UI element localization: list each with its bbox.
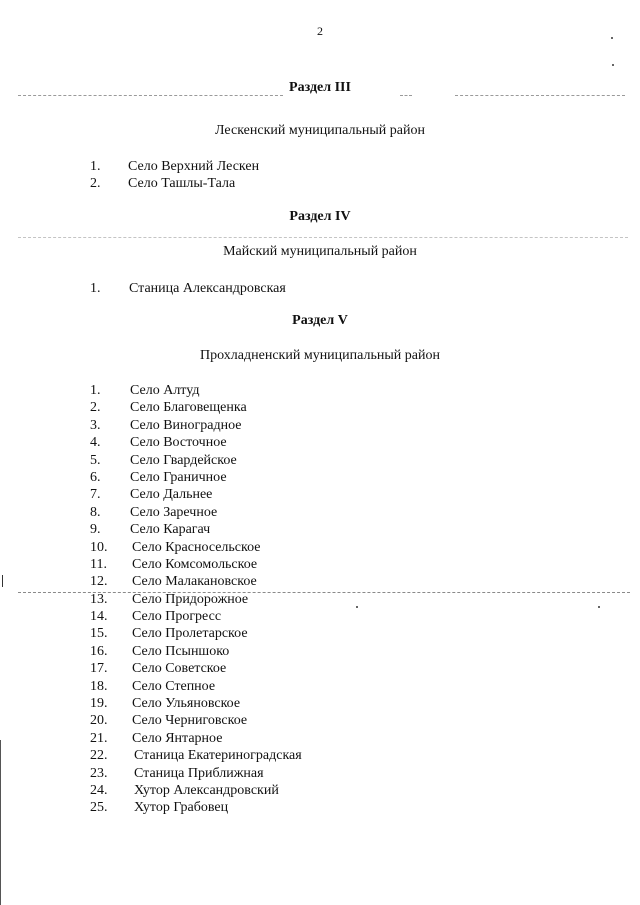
item-number: 6. <box>90 469 101 485</box>
district-title: Прохладненский муниципальный район <box>200 348 440 363</box>
item-number: 21. <box>90 730 108 746</box>
section-heading: Раздел III <box>289 80 351 95</box>
item-name: Село Ульяновское <box>132 696 241 712</box>
item-name: Хутор Грабовец <box>134 800 229 816</box>
item-number: 5. <box>90 452 101 468</box>
item-name: Село Малакановское <box>132 574 257 590</box>
item-number: 12. <box>90 574 108 590</box>
item-name: Село Гвардейское <box>130 452 237 468</box>
item-name: Село Комсомольское <box>132 556 258 572</box>
item-name: Станица Екатериноградская <box>134 748 302 764</box>
item-name: Хутор Александровский <box>134 782 279 798</box>
item-number: 2. <box>90 176 101 192</box>
item-name: Село Степное <box>132 678 216 694</box>
section-heading: Раздел IV <box>289 209 351 224</box>
item-name: Село Верхний Лескен <box>128 159 260 174</box>
item-number: 16. <box>90 643 108 659</box>
item-name: Село Граничное <box>130 469 227 485</box>
item-name: Село Восточное <box>130 435 227 451</box>
item-name: Село Благовещенка <box>130 400 247 416</box>
item-name: Село Черниговское <box>132 713 248 729</box>
item-name: Село Красносельское <box>132 539 261 555</box>
scan-edge-mark <box>2 575 3 587</box>
item-number: 19. <box>90 696 108 712</box>
item-number: 1. <box>90 281 101 296</box>
item-number: 14. <box>90 609 108 625</box>
section-heading: Раздел V <box>292 313 348 328</box>
item-number: 18. <box>90 678 108 694</box>
item-number: 10. <box>90 539 108 555</box>
district-title: Майский муниципальный район <box>223 244 417 259</box>
item-name: Село Дальнее <box>130 487 213 503</box>
item-name: Село Придорожное <box>132 591 249 607</box>
scan-edge-mark <box>0 740 1 905</box>
scan-artifact-line <box>18 237 628 238</box>
item-number: 1. <box>90 159 101 174</box>
item-number: 9. <box>90 522 101 538</box>
item-number: 20. <box>90 713 108 729</box>
scan-speck <box>356 606 358 608</box>
item-number: 23. <box>90 765 108 781</box>
item-name: Село Виноградное <box>130 417 242 433</box>
item-number: 2. <box>90 400 101 416</box>
item-name: Село Заречное <box>130 504 218 520</box>
item-number: 24. <box>90 782 108 798</box>
item-number: 25. <box>90 800 108 816</box>
item-name: Село Янтарное <box>132 730 223 746</box>
item-name: Село Псыншоко <box>132 643 230 659</box>
item-name: Село Карагач <box>130 522 211 538</box>
scan-speck <box>598 606 600 608</box>
item-name: Станица Приближная <box>134 765 264 781</box>
scan-artifact-line <box>18 592 630 593</box>
item-name: Село Пролетарское <box>132 626 248 642</box>
scan-speck <box>611 37 613 39</box>
item-name: Станица Александровская <box>129 281 286 296</box>
item-number: 8. <box>90 504 101 520</box>
item-number: 22. <box>90 748 108 764</box>
item-name: Село Советское <box>132 661 227 677</box>
item-name: Село Ташлы-Тала <box>128 176 236 192</box>
scan-speck <box>612 64 614 66</box>
item-number: 11. <box>90 556 107 572</box>
item-number: 17. <box>90 661 108 677</box>
item-number: 15. <box>90 626 108 642</box>
district-title: Лескенский муниципальный район <box>215 123 425 138</box>
item-number: 1. <box>90 383 101 398</box>
item-number: 7. <box>90 487 101 503</box>
page-number: 2 <box>317 24 323 38</box>
item-number: 3. <box>90 417 101 433</box>
item-number: 4. <box>90 435 101 451</box>
item-name: Село Прогресс <box>132 609 222 625</box>
item-name: Село Алтуд <box>130 383 200 398</box>
item-number: 13. <box>90 591 108 607</box>
